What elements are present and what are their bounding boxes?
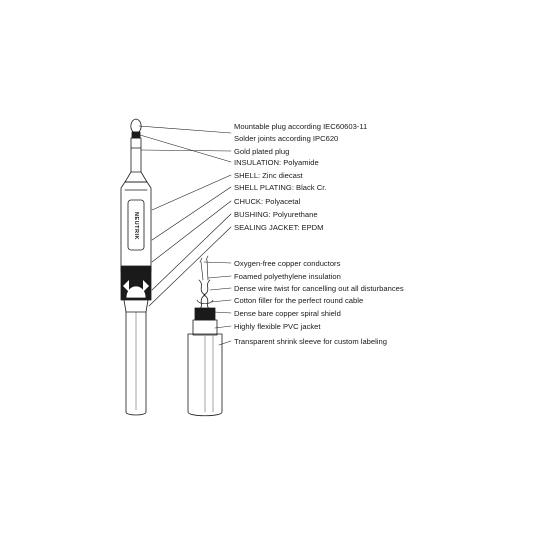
plug-tip [131,119,141,132]
label-foamed-insulation: Foamed polyethylene insulation [234,272,341,281]
plug-insulation-ring [132,132,140,138]
cable-cutaway [188,256,222,416]
label-bushing: BUSHING: Polyurethane [234,210,318,219]
label-copper-conductors: Oxygen-free copper conductors [234,259,341,268]
label-shell: SHELL: Zinc diecast [234,171,303,180]
label-shell-plating: SHELL PLATING: Black Cr. [234,183,327,192]
plug-strain-relief [124,300,148,312]
label-chuck: CHUCK: Polyacetal [234,197,301,206]
label-shrink-sleeve: Transparent shrink sleeve for custom labeling [234,337,387,346]
cotton-filler [197,300,213,304]
label-mountable-plug: Mountable plug according IEC60603-11 [234,122,368,131]
label-solder-joints: Solder joints according IPC620 [234,134,339,143]
shell-brand-text: NEUTRIK [133,212,139,240]
copper-conductors [201,260,208,280]
plug-leader-lines [139,126,231,306]
label-insulation: INSULATION: Polyamide [234,158,319,167]
label-gold-plug: Gold plated plug [234,147,290,156]
label-sealing-jacket: SEALING JACKET: EPDM [234,223,324,232]
jack-plug [121,119,151,415]
label-cotton-filler: Cotton filler for the perfect round cable [234,296,364,305]
label-wire-twist: Dense wire twist for cancelling out all disturbances [234,284,404,293]
pvc-jacket [193,320,217,335]
label-pvc-jacket: Highly flexible PVC jacket [234,322,321,331]
label-copper-shield: Dense bare copper spiral shield [234,309,341,318]
plug-sleeve [131,138,141,172]
copper-shield [195,308,215,320]
